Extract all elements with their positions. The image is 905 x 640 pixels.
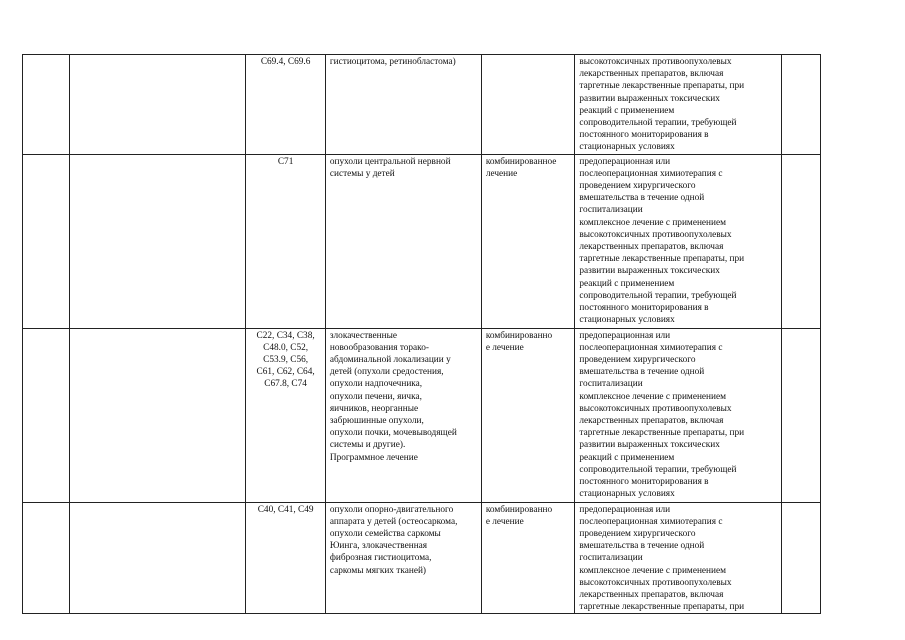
table-row <box>23 328 821 502</box>
cell-care-type <box>70 328 246 502</box>
cell-care-type <box>70 502 246 614</box>
cell-treatment-type <box>481 55 575 155</box>
cell-treatment-method: предоперационная или послеоперационная химиотерапия с проведением хирургического вмешательства в течение одной госпитализации комплексное лечение с применением высокотоксичных противоопухолевых лекарственных препаратов, включая таргетные лекарственные препараты, при развитии выраженных токсических реакций с применением сопроводительной терапии, требующей постоянного мониторирования в стационарных условиях <box>575 154 781 328</box>
medical-care-table <box>22 54 821 614</box>
cell-number <box>23 328 70 502</box>
cell-care-type <box>70 154 246 328</box>
cell-number <box>23 502 70 614</box>
cell-care-type <box>70 55 246 155</box>
table-row <box>23 154 821 328</box>
cell-icd-codes: C40, C41, C49 <box>246 502 325 614</box>
cell-icd-codes: C22, C34, C38, C48.0, C52, C53.9, C56, C61, C62, C64, C67.8, C74 <box>246 328 325 502</box>
cell-norm <box>781 55 820 155</box>
cell-norm <box>781 154 820 328</box>
cell-treatment-method: предоперационная или послеоперационная химиотерапия с проведением хирургического вмешательства в течение одной госпитализации комплексное лечение с применением высокотоксичных противоопухолевых лекарственных препаратов, включая таргетные лекарственные препараты, при развитии выраженных токсических реакций с применением сопроводительной терапии, требующей постоянного мониторирования в стационарных условиях <box>575 328 781 502</box>
cell-norm <box>781 328 820 502</box>
cell-icd-codes: C71 <box>246 154 325 328</box>
cell-diagnosis: опухоли центральной нервной системы у детей <box>325 154 481 328</box>
table-row <box>23 55 821 155</box>
cell-number <box>23 55 70 155</box>
table-row <box>23 502 821 614</box>
cell-treatment-type: комбинированно е лечение <box>481 328 575 502</box>
cell-diagnosis: злокачественные новообразования торако- абдоминальной локализации у детей (опухоли средостения, опухоли надпочечника, опухоли печени, яичка, яичников, неорганные забрюшинные опухоли, опухоли почки, мочевыводящей системы и другие). Программное лечение <box>325 328 481 502</box>
cell-treatment-method: предоперационная или послеоперационная химиотерапия с проведением хирургического вмешательства в течение одной госпитализации комплексное лечение с применением высокотоксичных противоопухолевых лекарственных препаратов, включая таргетные лекарственные препараты, при <box>575 502 781 614</box>
cell-treatment-method: высокотоксичных противоопухолевых лекарственных препаратов, включая таргетные лекарственные препараты, при развитии выраженных токсических реакций с применением сопроводительной терапии, требующей постоянного мониторирования в стационарных условиях <box>575 55 781 155</box>
cell-diagnosis: гистиоцитома, ретинобластома) <box>325 55 481 155</box>
cell-icd-codes: C69.4, C69.6 <box>246 55 325 155</box>
cell-treatment-type: комбинированное лечение <box>481 154 575 328</box>
cell-number <box>23 154 70 328</box>
cell-norm <box>781 502 820 614</box>
cell-treatment-type: комбинированно е лечение <box>481 502 575 614</box>
cell-diagnosis: опухоли опорно-двигательного аппарата у детей (остеосаркома, опухоли семейства саркомы Юинга, злокачественная фиброзная гистиоцитома, саркомы мягких тканей) <box>325 502 481 614</box>
